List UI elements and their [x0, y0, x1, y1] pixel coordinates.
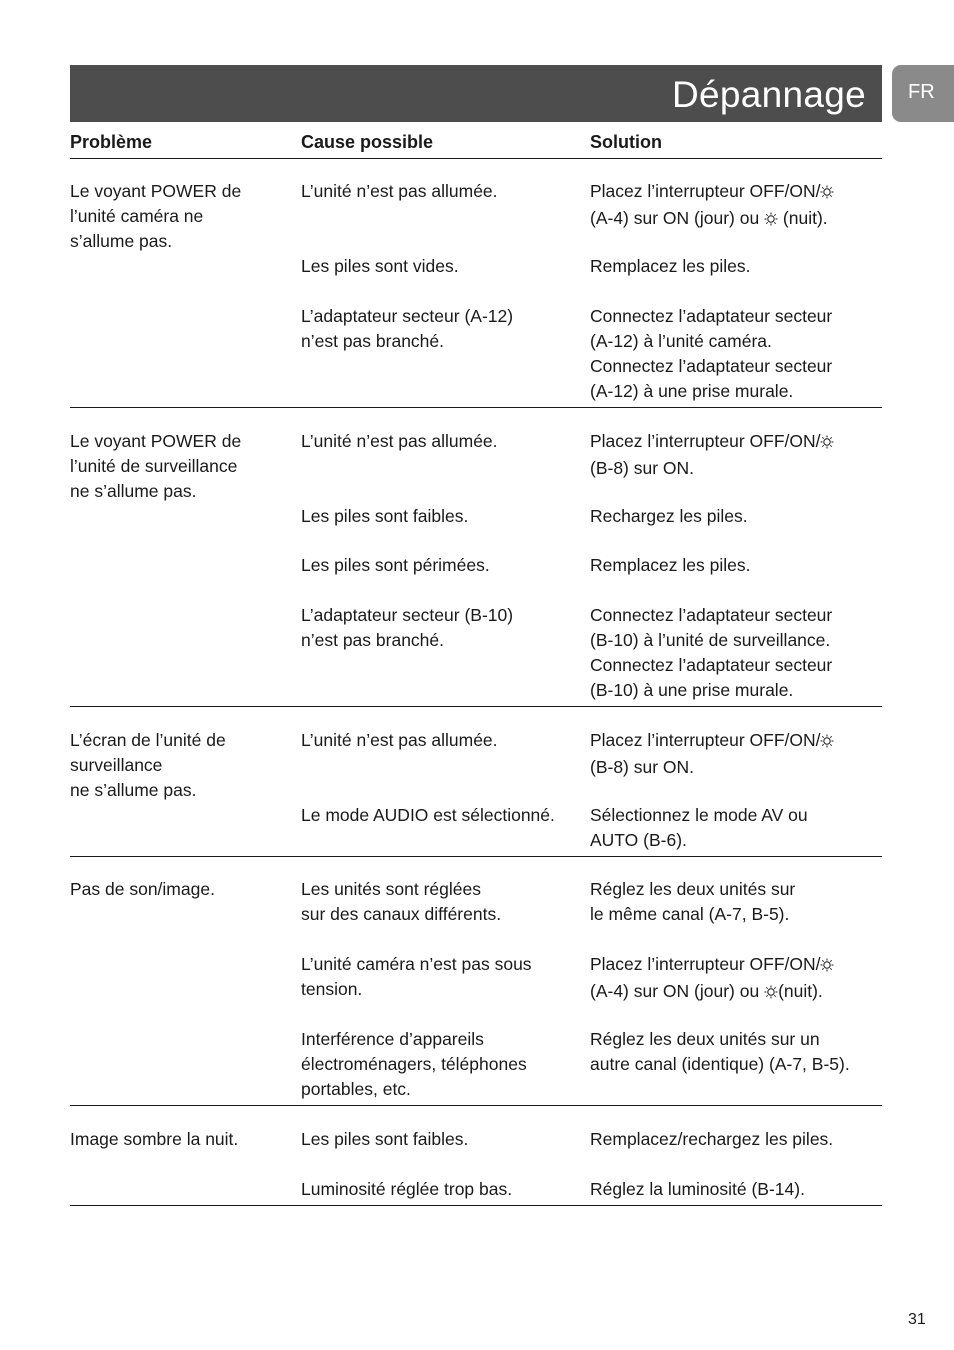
problem-text: Image sombre la nuit.	[70, 1129, 239, 1149]
problem-text: Pas de son/image.	[70, 879, 215, 899]
cause-text: L’unité caméra n’est pas sous tension.	[301, 954, 532, 999]
problem-text: Le voyant POWER de l’unité de surveillance ne s’allume pas.	[70, 431, 242, 501]
cause-text: Les piles sont vides.	[301, 256, 459, 276]
language-label: FR	[908, 81, 935, 103]
solution-text: Réglez les deux unités sur le même canal (A-7, B-5).	[590, 879, 796, 924]
title-bar	[70, 65, 882, 122]
solution-text: Connectez l’adaptateur secteur (B-10) à l’unité de surveillance. Connectez l’adaptateur secteur (B-10) à une prise murale.	[590, 605, 833, 700]
table-header	[70, 128, 882, 159]
problem-text: L’écran de l’unité de surveillance ne s’allume pas.	[70, 730, 226, 800]
solution-text: Remplacez les piles.	[590, 555, 751, 575]
table-group-camera-power	[70, 159, 882, 408]
solution-text: Placez l’interrupteur OFF/ON/ (A-4) sur ON (jour) ou (nuit).	[590, 952, 834, 1006]
sun-switch-icon	[820, 181, 834, 206]
cause-text: Le mode AUDIO est sélectionné.	[301, 805, 555, 825]
cause-text: Luminosité réglée trop bas.	[301, 1179, 513, 1199]
problem-text: Le voyant POWER de l’unité caméra ne s’allume pas.	[70, 181, 242, 251]
column-header-problem: Problème	[70, 132, 153, 152]
cause-text: Les unités sont réglées sur des canaux différents.	[301, 879, 502, 924]
cause-text: Les piles sont faibles.	[301, 1129, 469, 1149]
cause-text: L’unité n’est pas allumée.	[301, 730, 498, 750]
solution-text: Remplacez/rechargez les piles.	[590, 1129, 834, 1149]
solution-text: Réglez les deux unités sur un autre canal (identique) (A-7, B-5).	[590, 1029, 850, 1074]
sun-switch-icon	[820, 954, 834, 979]
column-header-cause: Cause possible	[301, 132, 434, 152]
solution-text: Placez l’interrupteur OFF/ON/ (B-8) sur ON.	[590, 429, 834, 481]
cause-text: Les piles sont faibles.	[301, 506, 469, 526]
cause-text: L’adaptateur secteur (A-12) n’est pas branché.	[301, 306, 514, 351]
table-group-no-sound-image	[70, 858, 882, 1106]
column-header-solution: Solution	[590, 132, 662, 152]
cause-text: Interférence d’appareils électroménagers, téléphones portables, etc.	[301, 1029, 527, 1099]
page-number: 31	[908, 1311, 926, 1328]
cause-text: L’unité n’est pas allumée.	[301, 181, 498, 201]
language-tab	[892, 65, 954, 122]
sun-night-icon	[764, 981, 778, 1006]
cause-text: L’adaptateur secteur (B-10) n’est pas branché.	[301, 605, 514, 650]
sun-night-icon	[764, 208, 778, 233]
table-group-monitor-screen	[70, 708, 882, 857]
page-title: Dépannage	[671, 74, 866, 115]
solution-text: Rechargez les piles.	[590, 506, 748, 526]
cause-text: Les piles sont périmées.	[301, 555, 490, 575]
sun-switch-icon	[820, 431, 834, 456]
solution-text: Connectez l’adaptateur secteur (A-12) à l’unité caméra. Connectez l’adaptateur secteur (A-12) à une prise murale.	[590, 306, 833, 401]
table-group-monitor-power	[70, 409, 882, 707]
table-group-dark-image	[70, 1107, 882, 1206]
solution-text: Réglez la luminosité (B-14).	[590, 1179, 805, 1199]
sun-switch-icon	[820, 730, 834, 755]
solution-text: Placez l’interrupteur OFF/ON/ (B-8) sur ON.	[590, 728, 834, 780]
solution-text: Sélectionnez le mode AV ou AUTO (B-6).	[590, 805, 808, 850]
solution-text: Placez l’interrupteur OFF/ON/ (A-4) sur ON (jour) ou (nuit).	[590, 179, 834, 233]
solution-text: Remplacez les piles.	[590, 256, 751, 276]
cause-text: L’unité n’est pas allumée.	[301, 431, 498, 451]
